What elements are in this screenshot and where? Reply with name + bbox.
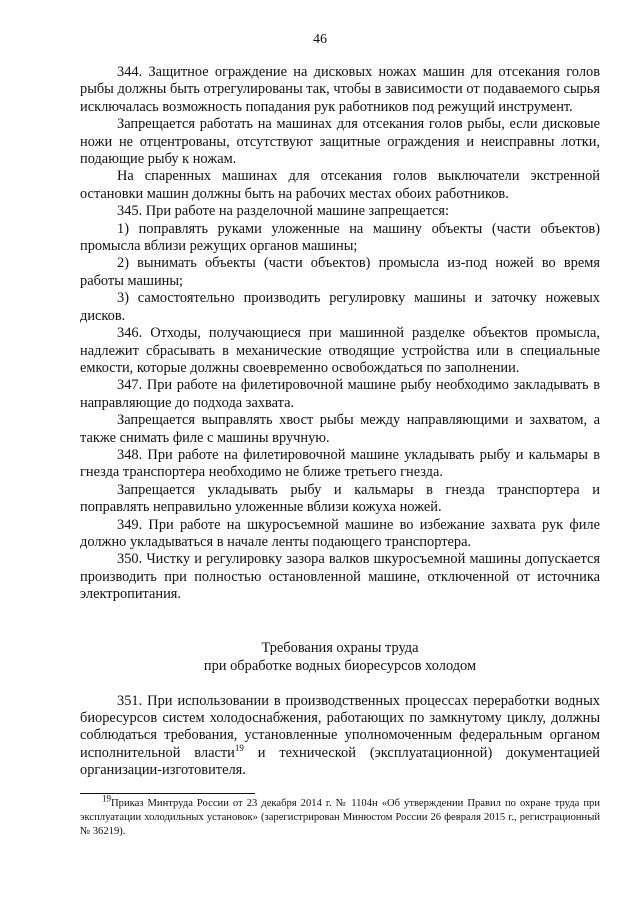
footnote-marker: 19 bbox=[102, 793, 111, 804]
paragraph-351-text-end: и технической (эксплуатационной) документацией организации-изготовителя. bbox=[80, 744, 601, 779]
paragraph-347-prohibition: Запрещается выправлять хвост рыбы между направляющими и захватом, а также снимать филе с машины вручную. bbox=[80, 412, 600, 446]
paragraph-347: 347. При работе на филетировочной машине рыбу необходимо закладывать в направляющие до подхода захвата. bbox=[80, 377, 600, 411]
page-number: 46 bbox=[313, 32, 327, 47]
paragraph-344-prohibition: Запрещается работать на машинах для отсекания голов рыбы, если дисковые ножи не отцентрованы, отсутствуют защитные ограждения и неисправны лотки, подающие рыбу к ножам. bbox=[80, 116, 600, 168]
paragraph-349: 349. При работе на шкуросъемной машине во избежание захвата рук филе должно укладываться в начале ленты подающего транспортера. bbox=[80, 516, 600, 550]
paragraph-344-paired-machines: На спаренных машинах для отсекания голов выключатели экстренной остановки машин должны быть на рабочих местах обоих работников. bbox=[80, 168, 600, 202]
paragraph-345-item-2: 2) вынимать объекты (части объектов) промысла из-под ножей во время работы машины; bbox=[80, 255, 600, 289]
paragraph-351 bbox=[80, 693, 600, 780]
footnote-text: Приказ Минтруда России от 23 декабря 2014 г. № 1104н «Об утверждении Правил по охране труда при эксплуатации холодильных установок» (зарегистрирован Минюстом России 26 февраля 2015 г., регистрационный № 36219). bbox=[80, 798, 600, 837]
paragraph-348: 348. При работе на филетировочной машине укладывать рыбу и кальмары в гнезда транспортера необходимо не ближе третьего гнезда. bbox=[80, 446, 600, 481]
paragraph-345: 345. При работе на разделочной машине запрещается: bbox=[117, 203, 450, 220]
paragraph-351-text: 351. При использовании в производственных процессах переработки водных биоресурсов систем холодоснабжения, работающих по замкнутому циклу, должны соблюдаться требования, установленные уполномоченным федеральным органом исполнительной власти bbox=[80, 692, 600, 761]
section-heading-line-2: при обработке водных биоресурсов холодом bbox=[203, 657, 477, 674]
paragraph-345-item-3: 3) самостоятельно производить регулировку машины и заточку ножевых дисков. bbox=[80, 290, 600, 324]
footnote-19 bbox=[80, 793, 600, 839]
footnote bbox=[80, 793, 600, 839]
section-heading bbox=[80, 639, 600, 675]
paragraph-345-item-1: 1) поправлять руками уложенные на машину объекты (части объектов) промысла вблизи режущих органов машины; bbox=[80, 220, 600, 255]
footnote-reference: 19 bbox=[234, 743, 244, 754]
paragraph-344: 344. Защитное ограждение на дисковых ножах машин для отсекания голов рыбы должны быть отрегулированы так, чтобы в зависимости от подаваемого сырья исключалась возможность попадания рук работников под режущий инструмент. bbox=[80, 64, 600, 115]
paragraph-346: 346. Отходы, получающиеся при машинной разделке объектов промысла, надлежит сбрасывать в механические отводящие устройства или в специальные емкости, которые должны своевременно освобождаться по заполнении. bbox=[80, 325, 600, 376]
section-heading-line-1: Требования охраны труда bbox=[261, 639, 419, 656]
document-body bbox=[80, 64, 600, 780]
paragraph-348-prohibition: Запрещается укладывать рыбу и кальмары в гнезда транспортера и поправлять неправильно уложенные вблизи кожуха ножей. bbox=[80, 481, 600, 516]
paragraph-350: 350. Чистку и регулировку зазора валков шкуросъемной машины допускается производить при полностью остановленной машине, отключенной от источника электропитания. bbox=[80, 551, 600, 603]
